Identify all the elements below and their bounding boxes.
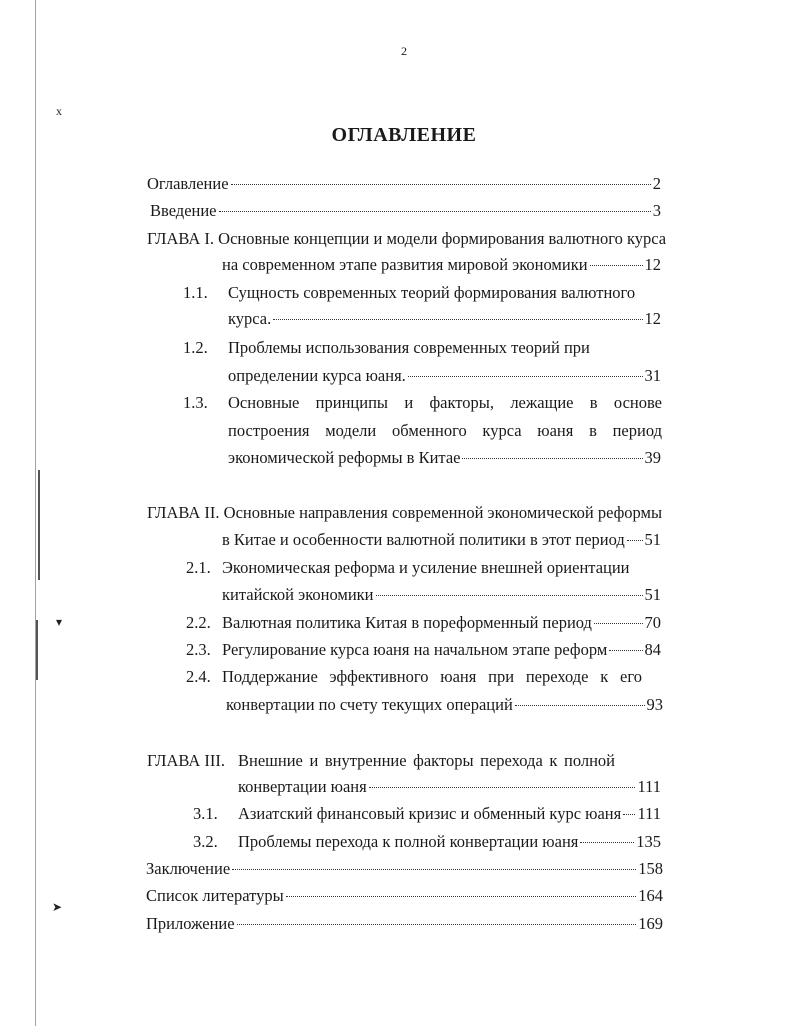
dot-leader xyxy=(231,184,651,185)
toc-entry xyxy=(0,337,795,359)
dot-leader xyxy=(515,705,645,706)
toc-entry xyxy=(0,639,795,661)
toc-entry-title: построения модели обменного курса юаня в период xyxy=(228,421,662,440)
toc-entry-page: 169 xyxy=(638,914,663,933)
dot-leader xyxy=(237,924,637,925)
dot-leader xyxy=(462,458,642,459)
toc-entry-title: Азиатский финансовый кризис и обменный курс юаня xyxy=(238,804,622,823)
toc-entry xyxy=(0,557,795,579)
toc-entry xyxy=(0,831,795,853)
toc-entry-title: определении курса юаня. xyxy=(228,366,406,385)
dot-leader xyxy=(219,211,651,212)
toc-entry-page: 164 xyxy=(638,886,663,905)
toc-entry xyxy=(0,750,795,772)
toc-entry xyxy=(0,282,795,304)
page-number: 2 xyxy=(401,44,407,58)
toc-entry-number: 1.2. xyxy=(183,338,208,357)
toc-entry-page: 12 xyxy=(644,255,661,274)
page-title: ОГЛАВЛЕНИЕ xyxy=(331,124,477,146)
toc-entry xyxy=(0,308,795,330)
toc-entry xyxy=(0,173,795,195)
toc-entry-page: 111 xyxy=(637,804,661,823)
toc-entry-number: 2.1. xyxy=(186,558,211,577)
dot-leader xyxy=(609,650,642,651)
scan-mark-icon: ▾ xyxy=(56,615,63,629)
toc-entry-number: 3.1. xyxy=(193,804,218,823)
toc-entry-title: Заключение xyxy=(146,859,231,878)
scan-mark-icon: ➤ xyxy=(52,900,63,914)
toc-entry-page: 3 xyxy=(652,201,661,220)
toc-entry-title: конвертации по счету текущих операций xyxy=(226,695,513,714)
toc-entry-title: Введение xyxy=(150,201,217,220)
toc-entry-number: 2.3. xyxy=(186,640,211,659)
dot-leader xyxy=(580,842,634,843)
toc-entry-title: ГЛАВА II. Основные направления современной экономической реформы xyxy=(147,503,663,522)
toc-entry xyxy=(0,228,795,250)
toc-entry xyxy=(0,200,795,222)
toc-entry-title: Регулирование курса юаня на начальном этапе реформ xyxy=(222,640,608,659)
toc-entry-number: ГЛАВА III. xyxy=(147,751,226,770)
toc-entry-page: 70 xyxy=(644,613,661,632)
toc-entry-page: 31 xyxy=(644,366,661,385)
toc-entry-title: Внешние и внутренние факторы перехода к полной xyxy=(238,751,615,770)
toc-entry xyxy=(0,420,795,442)
dot-leader xyxy=(376,595,643,596)
toc-entry-page: 84 xyxy=(644,640,661,659)
dot-leader xyxy=(590,265,643,266)
toc-entry-number: 1.1. xyxy=(183,283,208,302)
toc-entry xyxy=(0,612,795,634)
toc-entry-title: в Китае и особенности валютной политики в этот период xyxy=(222,530,625,549)
toc-entry-page: 111 xyxy=(637,777,661,796)
dot-leader xyxy=(408,376,643,377)
toc-entry-page: 135 xyxy=(636,832,661,851)
scan-mark-icon: x xyxy=(56,104,62,118)
toc-entry-page: 158 xyxy=(638,859,663,878)
dot-leader xyxy=(623,814,635,815)
toc-entry xyxy=(0,447,795,469)
toc-entry xyxy=(0,584,795,606)
toc-entry xyxy=(0,365,795,387)
toc-entry-number: 2.2. xyxy=(186,613,211,632)
toc-entry xyxy=(0,858,795,880)
toc-entry xyxy=(0,913,795,935)
toc-entry-title: Основные принципы и факторы, лежащие в основе xyxy=(228,393,662,412)
toc-entry xyxy=(0,803,795,825)
dot-leader xyxy=(627,540,643,541)
toc-entry xyxy=(0,254,795,276)
dot-leader xyxy=(594,623,643,624)
toc-entry-title: курса. xyxy=(228,309,272,328)
toc-entry xyxy=(0,885,795,907)
dot-leader xyxy=(232,869,636,870)
toc-entry xyxy=(0,502,795,524)
toc-entry-page: 12 xyxy=(644,309,661,328)
toc-entry-title: Сущность современных теорий формирования валютного xyxy=(228,283,636,302)
dot-leader xyxy=(273,319,642,320)
toc-entry-number: 2.4. xyxy=(186,667,211,686)
toc-entry-title: на современном этапе развития мировой экономики xyxy=(222,255,588,274)
toc-entry-title: Список литературы xyxy=(146,886,284,905)
toc-entry-number: 3.2. xyxy=(193,832,218,851)
toc-entry-title: Проблемы перехода к полной конвертации юаня xyxy=(238,832,579,851)
toc-entry xyxy=(0,666,795,688)
toc-entry-page: 93 xyxy=(646,695,663,714)
toc-entry-page: 51 xyxy=(644,585,661,604)
toc-entry-page: 51 xyxy=(644,530,661,549)
toc-entry-title: Экономическая реформа и усиление внешней ориентации xyxy=(222,558,630,577)
toc-entry xyxy=(0,392,795,414)
toc-entry-title: конвертации юаня xyxy=(238,777,367,796)
toc-entry xyxy=(0,694,795,716)
toc-entry xyxy=(0,776,795,798)
toc-entry-title: Приложение xyxy=(146,914,235,933)
toc-entry-page: 39 xyxy=(644,448,661,467)
toc-entry-title: Оглавление xyxy=(147,174,229,193)
toc-entry-title: Валютная политика Китая в пореформенный период xyxy=(222,613,592,632)
toc-entry-title: экономической реформы в Китае xyxy=(228,448,461,467)
toc-entry-number: 1.3. xyxy=(183,393,208,412)
toc-entry-title: Поддержание эффективного юаня при переходе к его xyxy=(222,667,642,686)
dot-leader xyxy=(286,896,637,897)
toc-entry-page: 2 xyxy=(652,174,661,193)
toc-entry-title: китайской экономики xyxy=(222,585,374,604)
dot-leader xyxy=(369,787,636,788)
toc-entry-title: Проблемы использования современных теорий при xyxy=(228,338,590,357)
toc-entry-title: ГЛАВА I. Основные концепции и модели формирования валютного курса xyxy=(147,229,667,248)
toc-entry xyxy=(0,529,795,551)
